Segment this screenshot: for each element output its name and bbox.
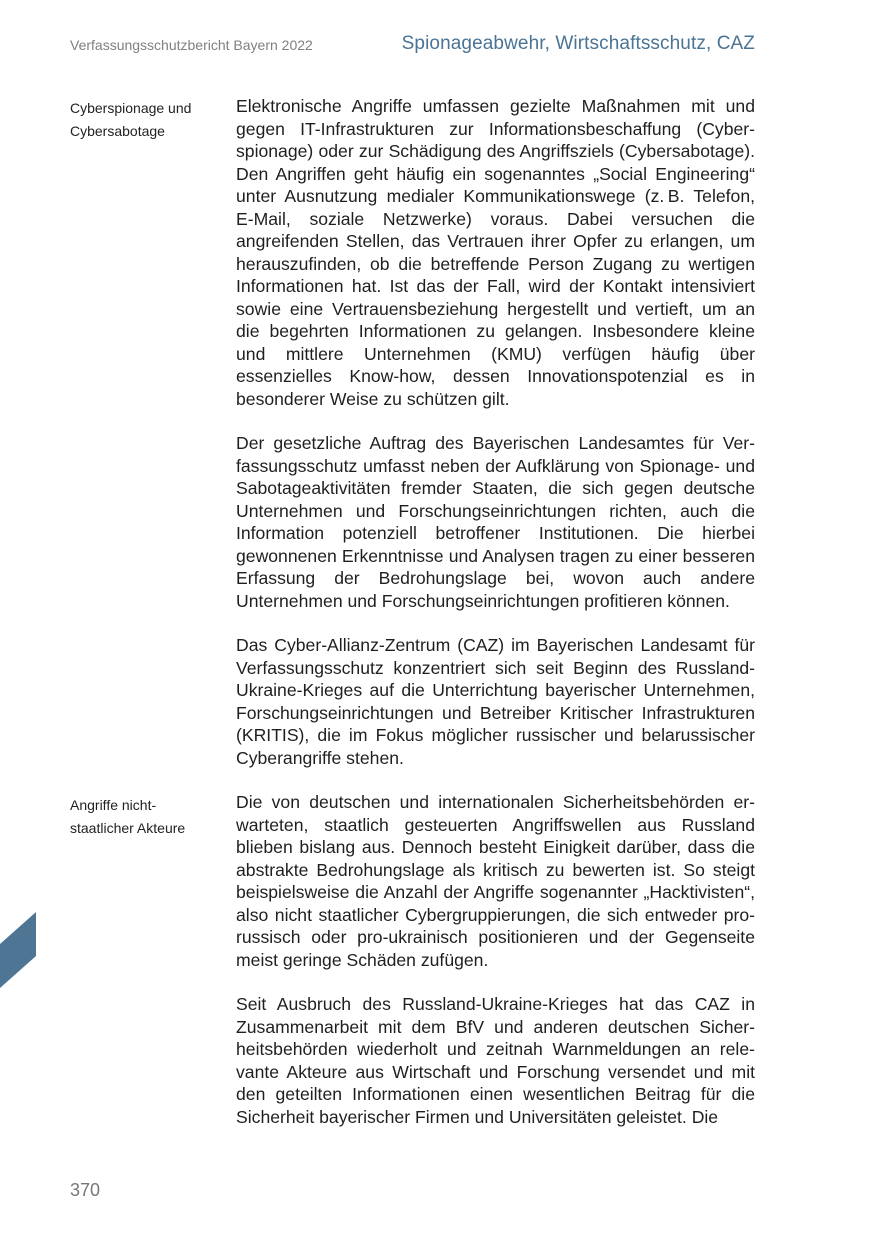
margin-note-line: staatlicher Akteure — [70, 820, 186, 836]
chapter-tab-marker — [0, 912, 36, 988]
margin-note-line: Angriffe nicht- — [70, 797, 157, 813]
margin-note-nichtstaatliche-akteure — [70, 794, 220, 840]
paragraph: Das Cyber-Allianz-Zentrum (CAZ) im Bayerischen Landesamt für Verfassungsschutz konzentriert sich seit Beginn des Russland-Ukraine-Krieges auf die Unterrichtung bayerischer Unternehmen, Forschungseinrichtungen und Betreiber Kritischer Infrastrukturen (KRITIS), die im Fokus möglicher russischer und belarussischer Cyberangriffe stehen. — [236, 635, 755, 768]
section-title: Spionageabwehr, Wirtschaftsschutz, CAZ — [401, 33, 755, 54]
running-header: Verfassungsschutzbericht Bayern 2022 — [70, 37, 313, 53]
margin-note-line: Cyberspionage und — [70, 100, 192, 116]
page-number: 370 — [70, 1180, 101, 1200]
paragraph: Der gesetzliche Auftrag des Bayerischen Landesamtes für Verfassungsschutz umfasst neben der Aufklärung von Spionage- und Sabotageaktivitäten fremder Staaten, die sich gegen deutsche Unternehmen und Forschungseinrichtungen richten, auch die Information potenziell betroffener Institutionen. Die hierbei gewonnenen Erkenntnisse und Analysen tragen zu einer besseren Erfassung der Bedrohungslage bei, wovon auch andere Unternehmen und Forschungseinrichtungen profitieren können. — [236, 433, 755, 611]
margin-note-line: Cybersabotage — [70, 123, 165, 139]
paragraph: Elektronische Angriffe umfassen gezielte Maßnahmen mit und gegen IT-Infrastrukturen zur Informationsbeschaffung (Cyberspionage) oder zur Schädigung des Angriffsziels (Cybersabotage). Den Angriffen geht häufig ein sogenanntes „Social Engineering“ unter Ausnutzung medialer Kommunikationswege (z. B. Telefon, E-Mail, soziale Netzwerke) voraus. Dabei versuchen die angreifenden Stellen, das Vertrauen ihrer Opfer zu erlangen, um herauszufinden, ob die betreffende Person Zugang zu wertigen Informationen hat. Ist das der Fall, wird der Kontakt intensiviert sowie eine Vertrauensbeziehung hergestellt und vertieft, um an die begehrten Informationen zu gelangen. Insbesondere kleine und mittlere Unternehmen (KMU) verfügen häufig über essenzielles Know-how, dessen Innovationspotenzial es in besonderer Weise zu schützen gilt. — [236, 96, 755, 409]
chapter-tab-shape — [0, 912, 36, 988]
margin-note-cyberspionage — [70, 97, 220, 143]
paragraph: Seit Ausbruch des Russland-Ukraine-Krieges hat das CAZ in Zusammenarbeit mit dem BfV und anderen deutschen Sicherheitsbehörden wiederholt und zeitnah Warnmeldungen an relevante Akteure aus Wirtschaft und Forschung versendet und mit den geteilten Informationen einen wesentlichen Beitrag für die Sicherheit bayerischer Firmen und Universitäten geleistet. Die — [236, 994, 755, 1127]
paragraph: Die von deutschen und internationalen Sicherheitsbehörden erwarteten, staatlich gesteuerten Angriffswellen aus Russland blieben bislang aus. Dennoch besteht Einigkeit darüber, dass die abstrakte Bedrohungslage als kritisch zu bewerten ist. So steigt beispielsweise die Anzahl der Angriffe sogenannter „Hacktivisten“, also nicht staatlicher Cybergruppierungen, die sich entweder pro-russisch oder pro-ukrainisch positionieren und der Gegenseite meist geringe Schäden zufügen. — [236, 792, 755, 970]
body-text — [236, 95, 755, 1150]
